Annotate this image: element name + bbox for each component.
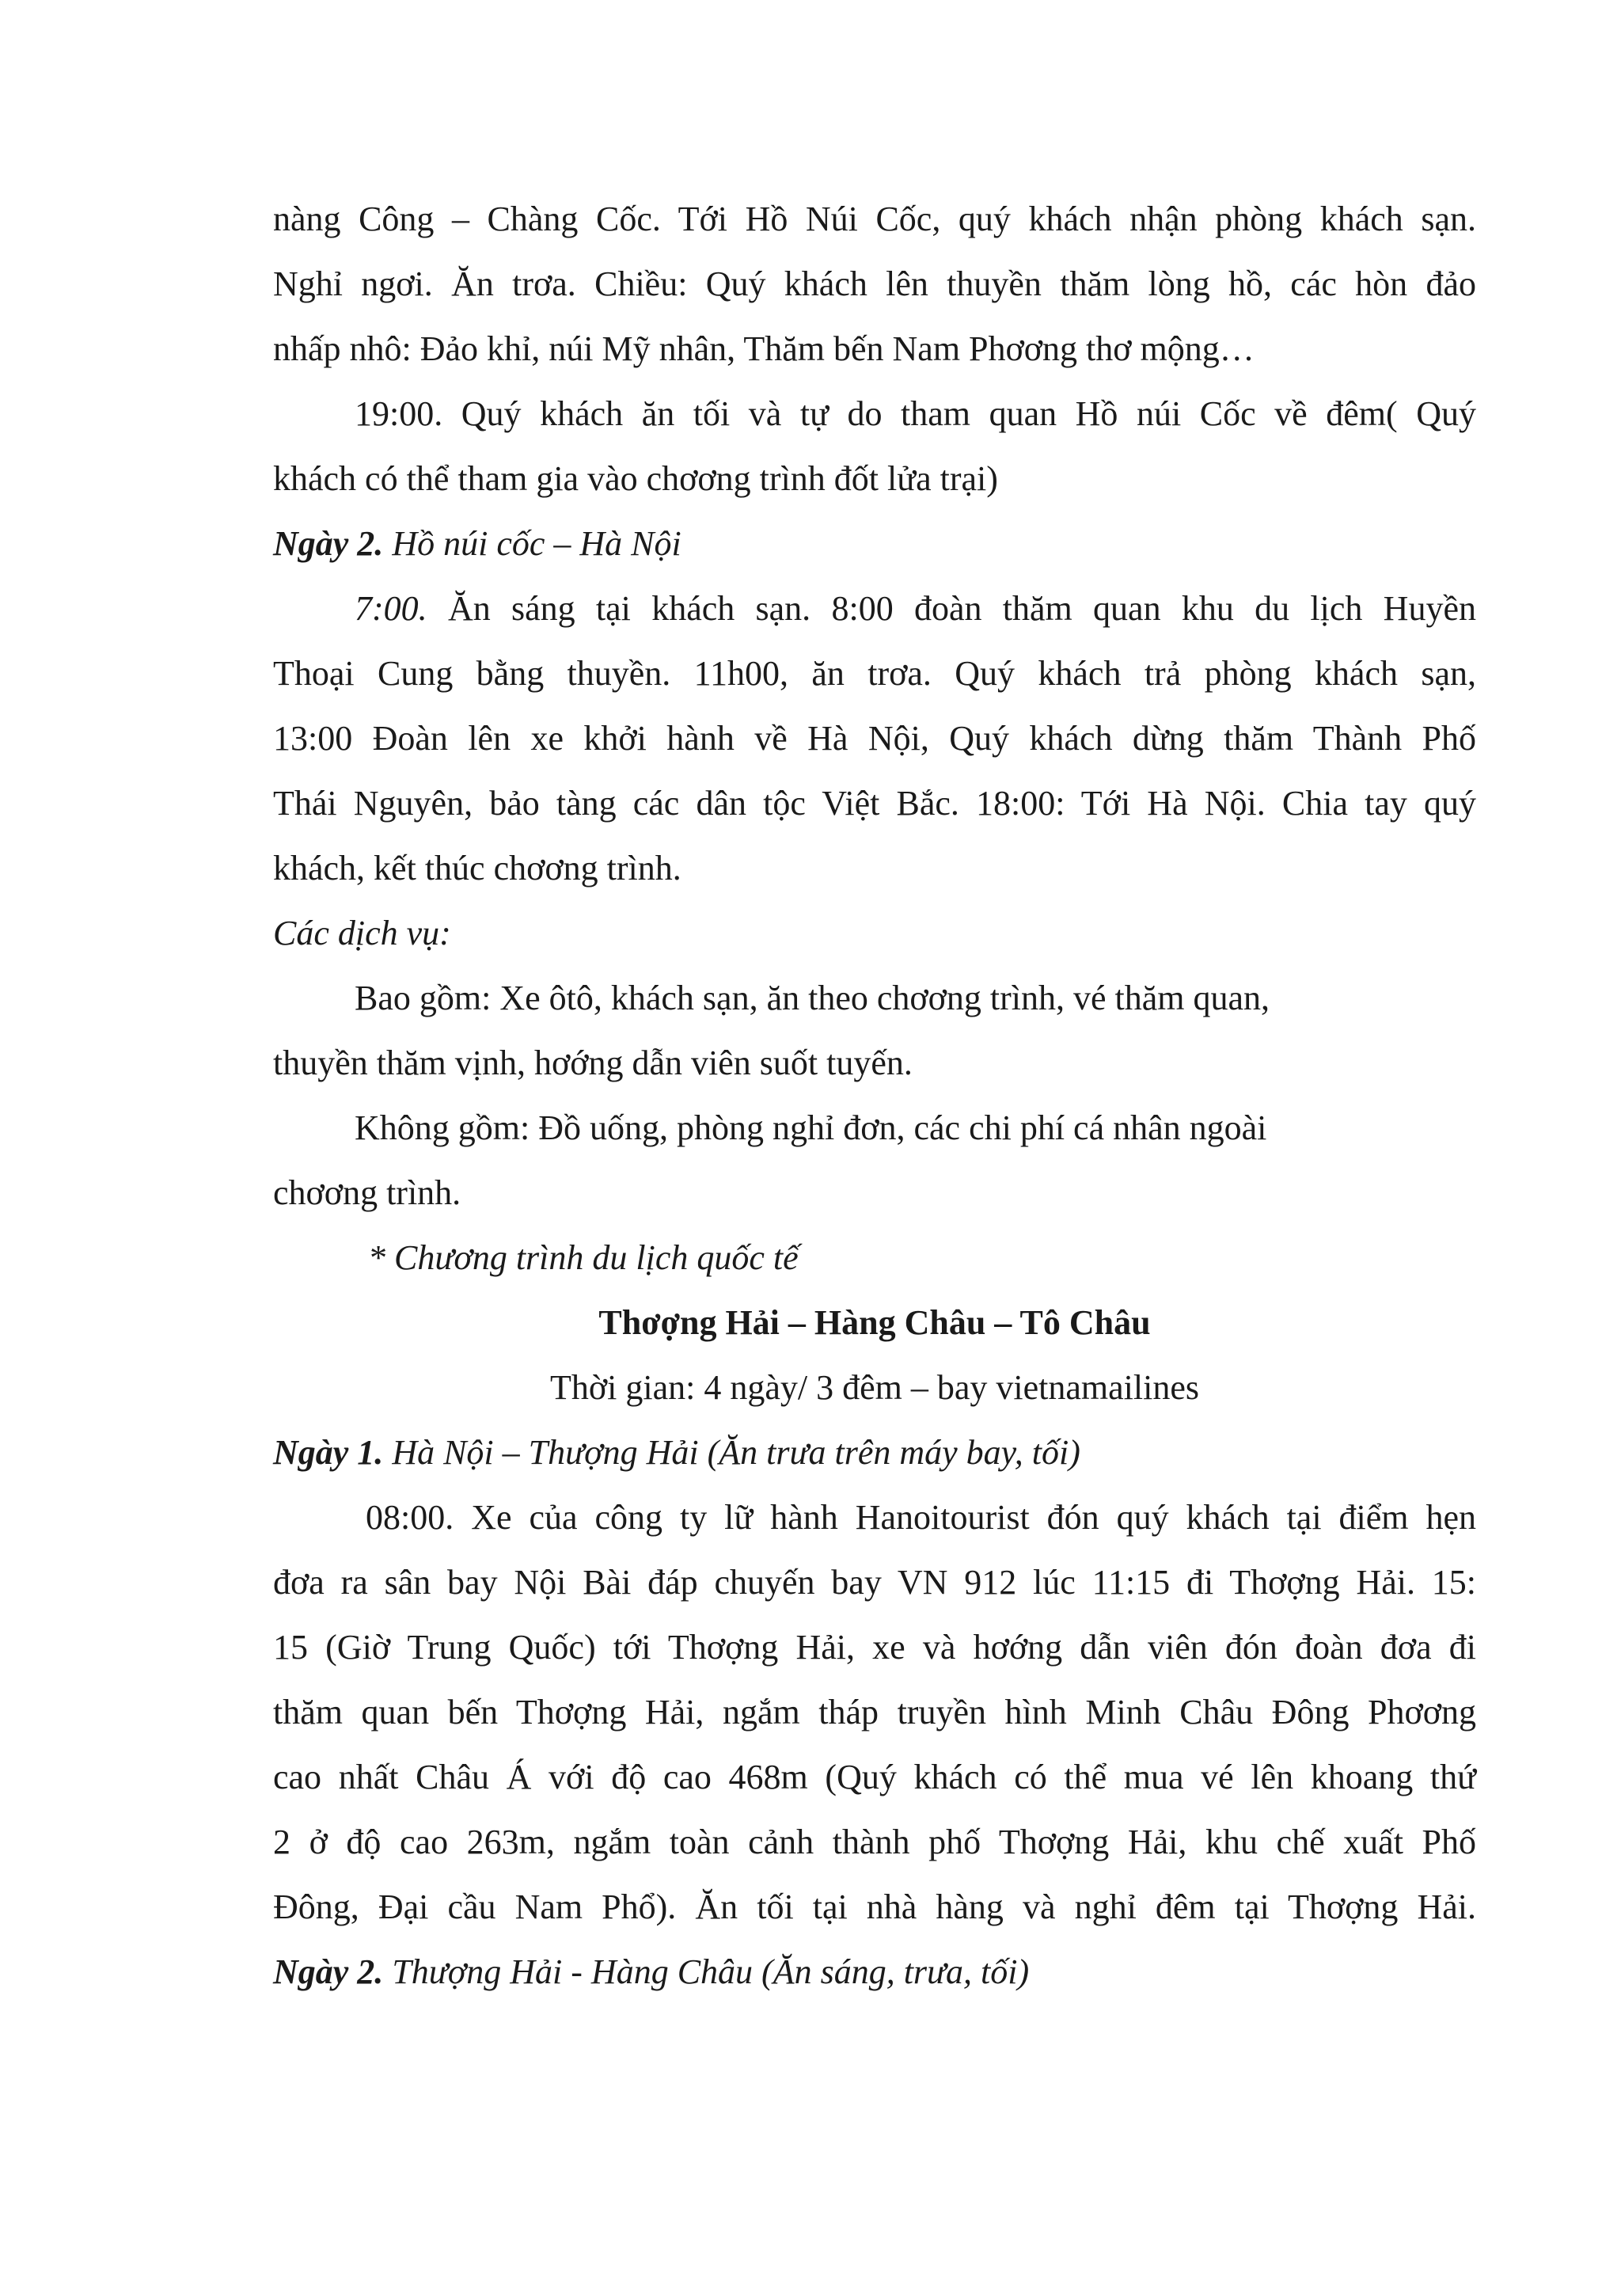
text-line: chơơng trình. [273, 1173, 461, 1212]
text-line: Đông, Đại cầu Nam Phổ). Ăn tối tại nhà hàng và nghỉ đêm tại Thơợng Hải. [273, 1887, 1476, 1926]
text-line: 2 ở độ cao 263m, ngắm toàn cảnh thành phố Thơợng Hải, khu chế xuất Phố [273, 1823, 1476, 1861]
tour-duration: Thời gian: 4 ngày/ 3 đêm – bay vietnamailines [550, 1368, 1199, 1407]
text-line: 19:00. Quý khách ăn tối và tự do tham quan Hồ núi Cốc về đêm( Quý [355, 394, 1476, 433]
day-label: Ngày 2. [273, 524, 384, 563]
text-line: 13:00 Đoàn lên xe khởi hành về Hà Nội, Quý khách dừng thăm Thành Phố [273, 719, 1476, 758]
tour-title: Thơợng Hải – Hàng Châu – Tô Châu [598, 1303, 1151, 1342]
time-label: 7:00. [355, 589, 427, 628]
section-heading: * Chương trình du lịch quốc tế [368, 1238, 799, 1277]
text-line [273, 576, 1476, 641]
text-line: nàng Công – Chàng Cốc. Tới Hồ Núi Cốc, quý khách nhận phòng khách sạn. [273, 200, 1476, 238]
day-label: Ngày 2. [273, 1952, 384, 1991]
text-line: Bao gồm: Xe ôtô, khách sạn, ăn theo chơơng trình, vé thăm quan, [355, 979, 1270, 1017]
services-heading: Các dịch vụ: [273, 914, 451, 952]
text-line: cao nhất Châu Á với độ cao 468m (Quý khách có thể mua vé lên khoang thứ [273, 1758, 1476, 1796]
document-page [273, 187, 1476, 2005]
text-line: thuyền thăm vịnh, hơớng dẫn viên suốt tuyến. [273, 1043, 913, 1082]
text-line: 15 (Giờ Trung Quốc) tới Thơợng Hải, xe và hơớng dẫn viên đón đoàn đơa đi [273, 1628, 1476, 1667]
day-heading [273, 511, 1476, 576]
text-span: Ăn sáng tại khách sạn. 8:00 đoàn thăm quan khu du lịch Huyền [427, 589, 1476, 628]
text-line: Thoại Cung bằng thuyền. 11h00, ăn trơa. Quý khách trả phòng khách sạn, [273, 654, 1476, 693]
day-title: Hà Nội – Thượng Hải (Ăn trưa trên máy bay, tối) [383, 1433, 1080, 1472]
text-line: 08:00. Xe của công ty lữ hành Hanoitourist đón quý khách tại điểm hẹn [366, 1498, 1476, 1537]
text-line: nhấp nhô: Đảo khỉ, núi Mỹ nhân, Thăm bến Nam Phơơng thơ mộng… [273, 329, 1255, 368]
day-title: Thượng Hải - Hàng Châu (Ăn sáng, trưa, tối) [383, 1952, 1030, 1991]
text-line: đơa ra sân bay Nội Bài đáp chuyến bay VN 912 lúc 11:15 đi Thơợng Hải. 15: [273, 1563, 1476, 1602]
text-line: Thái Nguyên, bảo tàng các dân tộc Việt Bắc. 18:00: Tới Hà Nội. Chia tay quý [273, 784, 1476, 823]
text-line: Không gồm: Đồ uống, phòng nghỉ đơn, các chi phí cá nhân ngoài [355, 1108, 1267, 1147]
day-title: Hồ núi cốc – Hà Nội [383, 524, 681, 563]
text-line: Nghỉ ngơi. Ăn trơa. Chiều: Quý khách lên thuyền thăm lòng hồ, các hòn đảo [273, 264, 1476, 303]
text-line: khách có thể tham gia vào chơơng trình đốt lửa trại) [273, 459, 998, 498]
day-heading [273, 1420, 1476, 1485]
text-line: khách, kết thúc chơơng trình. [273, 849, 681, 888]
day-label: Ngày 1. [273, 1433, 384, 1472]
text-line: thăm quan bến Thơợng Hải, ngắm tháp truyền hình Minh Châu Đông Phơơng [273, 1693, 1476, 1732]
day-heading [273, 1940, 1476, 2005]
